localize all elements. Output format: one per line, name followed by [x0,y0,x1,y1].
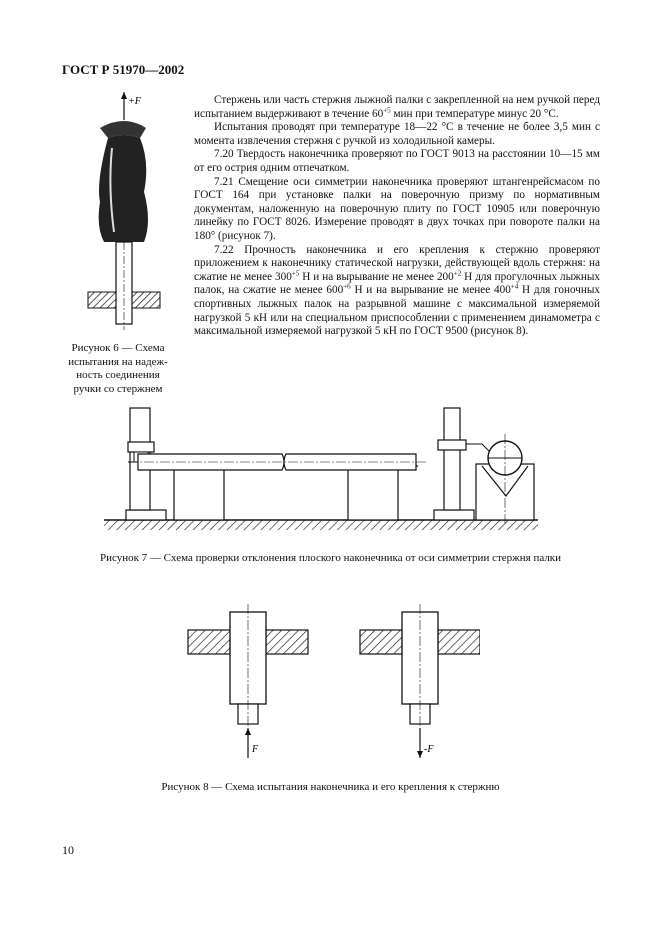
base-plate-hatch [104,520,538,530]
paragraph-5: 7.22 Прочность наконечника и его крепления к стержню проверяют приложением к наконечнику статической нагрузки, действующей вдоль стержня: на сжатие не менее $300^{+5}$ Н и на вырывание не менее $200^{+2}$ Н для прогулочных лыжных палок, на сжатие не менее $600^{+6}$ Н и на вырывание не менее $400^{+4}$ Н для гоночных спортивных лыжных палок на разрывной машине с максимальной измеряемой нагрузкой 5 кН или на специальном приспособлении с применением динамометра с максимальной измеряемой нагрузкой 5 кН по ГОСТ 9500 (рисунок 8). [194,243,601,338]
clamp-right [132,292,160,308]
force-label: +F [128,96,141,107]
paragraph-3: 7.20 Твердость наконечника проверяют по ГОСТ 9013 на расстоянии 10—15 мм от его острия одним отпечатком. [194,148,600,174]
force-label-right: -F [424,744,434,755]
force-label-left: F [252,744,259,755]
arrow-head [121,92,127,99]
support-block-right [348,466,398,520]
clamp-left [88,292,116,308]
body-text [194,94,600,339]
page-number: 10 [62,843,74,857]
ski-pole-handle [99,135,148,242]
paragraph-2: Испытания проводят при температуре 18—22 °С в течение не более 3,5 мин с момента извлечения стержня с ручкой из холодильной камеры. [194,121,600,147]
clamp-left-b [266,630,308,654]
clamp-left-a [188,630,230,654]
figure-8-caption: Рисунок 8 — Схема испытания наконечника и его крепления к стержню [161,781,500,793]
clamp-right-a [360,630,402,654]
document-header: ГОСТ Р 51970—2002 [62,62,185,77]
paragraph-4: 7.21 Смещение оси симметрии наконечника проверяют штангенрейсмасом по ГОСТ 164 при установке палки на поверочную призму по нормативным документам, наложенную на поверочную плиту по ГОСТ 10905 или поверочную линейку по ГОСТ 8026. Измерение проводят в двух точках при повороте палки на 180° (рисунок 7). [194,175,600,242]
paragraph-1: Стержень или часть стержня лыжной палки с закрепленной на нем ручкой перед испытанием выдерживают в течение $60^{+5}$ мин при температуре минус 20 °С. [194,94,600,120]
height-gauge-column-right [444,408,460,510]
clamp-right-b [438,630,480,654]
support-block-left [174,466,224,520]
figure-7-drawing [98,404,548,534]
figure-7-caption: Рисунок 7 — Схема проверки отклонения плоского наконечника от оси симметрии стержня палки [99,552,562,564]
figure-6-caption: Рисунок 6 — Схема испытания на надеж- ность соединения ручки со стержнем [68,342,168,395]
figure-6-drawing [82,92,172,332]
pole-shaft [116,242,132,324]
figure-8-drawing [180,604,480,774]
